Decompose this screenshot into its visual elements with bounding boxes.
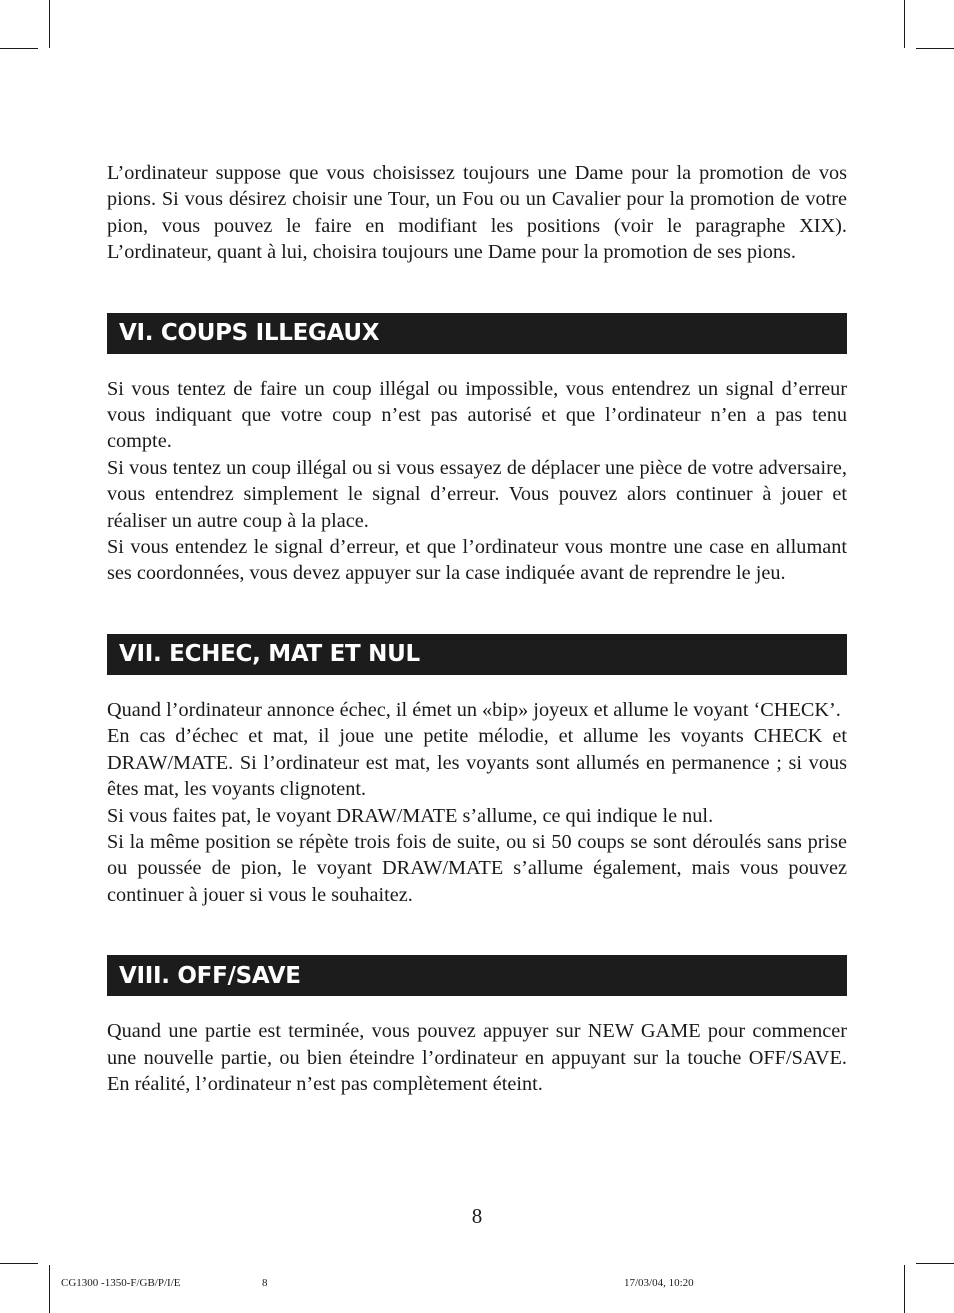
- section-off-save: [107, 955, 847, 1097]
- section-heading: [107, 955, 847, 996]
- body-paragraph: En cas d’échec et mat, il joue une petite mélodie, et allume les voyants CHECK et DRAW/MATE. Si l’ordinateur est mat, les voyants sont allumés en permanence ; si vous êtes mat, les voyants clignotent.: [107, 725, 847, 801]
- section-title: VI. COUPS ILLEGAUX: [119, 320, 380, 347]
- footer-doc-code: CG1300 -1350-F/GB/P/I/E: [61, 1277, 181, 1289]
- section-title: VII. ECHEC, MAT ET NUL: [119, 641, 420, 668]
- section-heading: [107, 313, 847, 354]
- section-title: VIII. OFF/SAVE: [119, 962, 301, 989]
- body-paragraph: Si vous entendez le signal d’erreur, et que l’ordinateur vous montre une case en allumant ses coordonnées, vous devez appuyer sur la case indiquée avant de reprendre le jeu.: [107, 536, 847, 585]
- section-heading: [107, 634, 847, 675]
- page-content: [107, 160, 847, 1097]
- crop-mark: [904, 0, 905, 48]
- body-paragraph: Quand l’ordinateur annonce échec, il émet un «bip» joyeux et allume le voyant ‘CHECK’.: [107, 698, 841, 721]
- body-paragraph: Si la même position se répète trois fois de suite, ou si 50 coups se sont déroulés sans prise ou poussée de pion, le voyant DRAW/MATE s’allume également, mais vous pouvez continuer à jouer si vous le souhaitez.: [107, 830, 847, 906]
- footer-timestamp: 17/03/04, 10:20: [624, 1277, 694, 1289]
- crop-mark: [0, 1263, 38, 1264]
- page-number: 8: [471, 1204, 483, 1228]
- body-paragraph: Si vous faites pat, le voyant DRAW/MATE s’allume, ce qui indique le nul.: [107, 804, 714, 827]
- crop-mark: [0, 48, 38, 49]
- crop-mark: [904, 1265, 905, 1313]
- footer-page: 8: [262, 1277, 268, 1289]
- section-check-mate-draw: [107, 634, 847, 908]
- crop-mark: [49, 1265, 50, 1313]
- intro-paragraph: L’ordinateur suppose que vous choisissez toujours une Dame pour la promotion de vos pions. Si vous désirez choisir une Tour, un Fou ou un Cavalier pour la promotion de votre pion, vous pouvez le faire en modifiant les positions (voir le paragraphe XIX). L’ordinateur, quant à lui, choisira toujours une Dame pour la promotion de ses pions.: [107, 162, 847, 264]
- crop-mark: [49, 0, 50, 48]
- crop-mark: [916, 48, 954, 49]
- body-paragraph: Si vous tentez un coup illégal ou si vous essayez de déplacer une pièce de votre adversaire, vous entendrez simplement le signal d’erreur. Vous pouvez alors continuer à jouer et réaliser un autre coup à la place.: [107, 456, 847, 532]
- body-paragraph: Quand une partie est terminée, vous pouvez appuyer sur NEW GAME pour commencer une nouvelle partie, ou bien éteindre l’ordinateur en appuyant sur la touche OFF/SAVE. En réalité, l’ordinateur n’est pas complètement éteint.: [107, 1020, 847, 1095]
- section-illegal-moves: [107, 313, 847, 587]
- crop-mark: [916, 1263, 954, 1264]
- body-paragraph: Si vous tentez de faire un coup illégal ou impossible, vous entendrez un signal d’erreur vous indiquant que votre coup n’est pas autorisé et que l’ordinateur n’en a pas tenu compte.: [107, 377, 847, 453]
